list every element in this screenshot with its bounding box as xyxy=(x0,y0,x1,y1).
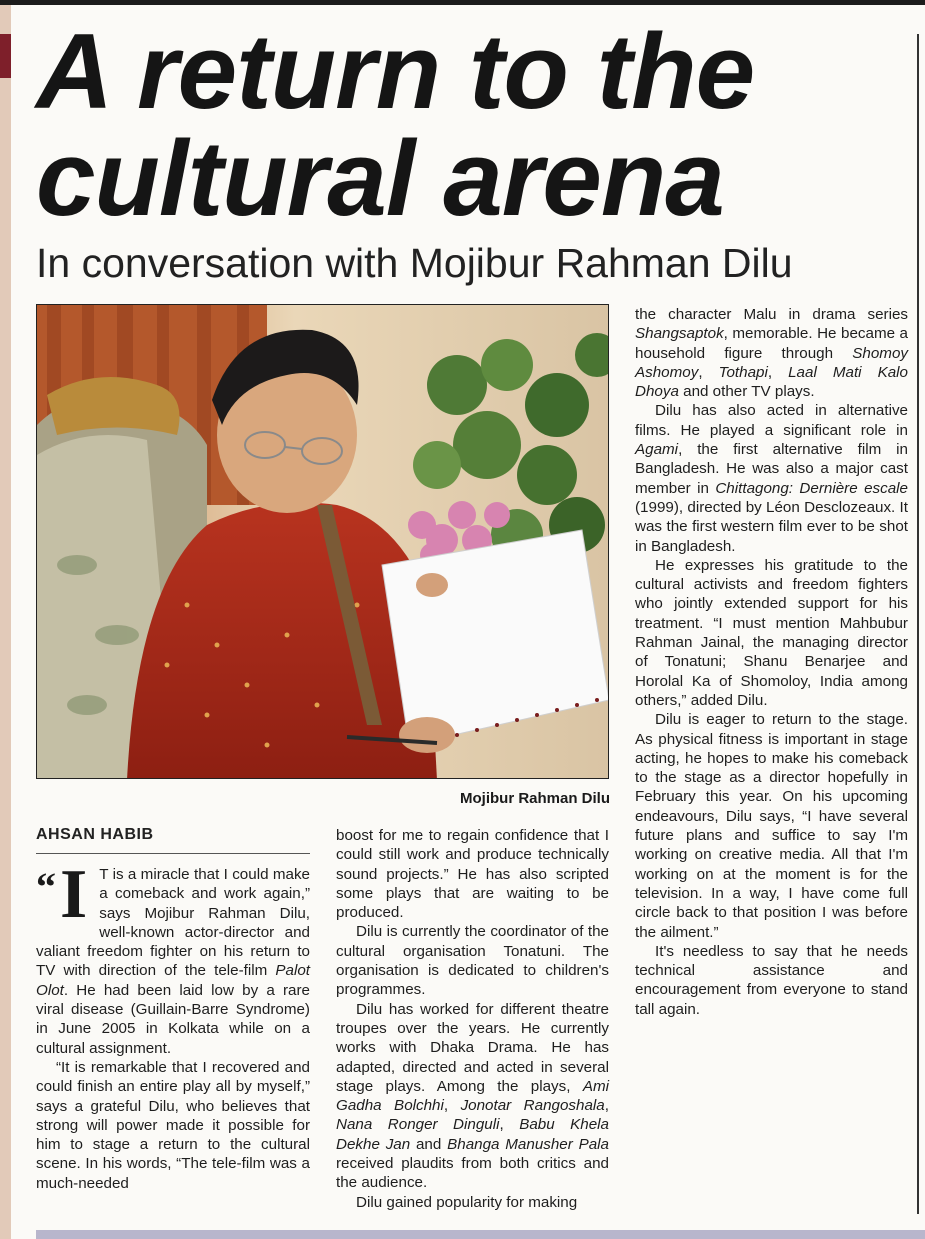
photo-caption: Mojibur Rahman Dilu xyxy=(460,790,610,807)
paragraph: Dilu is currently the coordinator of the cultural organisation Tonatuni. The organisation is dedicated to children's programmes. xyxy=(336,923,609,999)
section-accent-tab xyxy=(0,34,11,78)
headline: A return to the cultural arena xyxy=(36,11,755,238)
column-1 xyxy=(36,856,310,1193)
column-3 xyxy=(635,305,908,1019)
paragraph: Dilu has also acted in alternative films. He played a significant role in Agami, the first alternative film in Bangladesh. He was also a major cast member in Chittagong: Dernière escale (1999), directed by Léon Desclozeaux. It was the first western film ever to be shot in Bangladesh. xyxy=(635,402,908,555)
byline-divider xyxy=(36,853,310,854)
paragraph: Dilu gained popularity for making xyxy=(356,1193,578,1211)
paragraph: He expresses his gratitude to the cultural activists and freedom fighters who jointly extended support for his treatment. “I must mention Mahbubur Rahman Jainal, the managing director of Tonatuni; Shanu Benarjee and Horolal Ka of Shomoloy, India among others,” added Dilu. xyxy=(635,556,908,709)
paragraph: “It is remarkable that I recovered and could finish an entire play all by myself,” says a grateful Dilu, who believes that strong will power made it possible for him to stage a return to the cultural scene. In his words, “The tele-film was a much-needed xyxy=(36,1058,310,1192)
top-border xyxy=(0,0,925,5)
paragraph: It's needless to say that he needs technical assistance and encouragement from everyone to stand tall again. xyxy=(635,942,908,1018)
paragraph: “I T is a miracle that I could make a comeback and work again,” says Mojibur Rahman Dilu, well-known actor-director and valiant freedom fighter on his return to TV with direction of the tele-film Palot Olot. He had been laid low by a rare viral disease (Guillain-Barre Syndrome) in June 2005 in Kolkata while on a cultural assignment. xyxy=(36,856,310,1057)
column-2 xyxy=(336,826,609,1212)
paragraph: Dilu has worked for different theatre troupes over the years. He currently works with Dhaka Drama. He has adapted, directed and acted in several stage plays. Among the plays, Ami Gadha Bolchhi, Jonotar Rangoshala, Nana Ronger Dinguli, Babu Khela Dekhe Jan and Bhanga Manusher Pala received plaudits from both critics and the audience. xyxy=(336,1000,610,1192)
left-margin-strip xyxy=(0,5,11,1239)
article-photo xyxy=(36,304,609,779)
drop-cap: “I xyxy=(36,856,88,933)
paragraph: the character Malu in drama series Shangsaptok, memorable. He became a household figure through Shomoy Ashomoy, Tothapi, Laal Mati Kalo Dhoya and other TV plays. xyxy=(635,306,908,401)
paragraph: Dilu is eager to return to the stage. As physical fitness is important in stage acting, he hopes to make his comeback to the stage as a director hopefully in February this year. On his upcoming endeavours, Dilu says, “I have several future plans and suffice to say I'm working on creative media. All that I'm working on at the moment is for the television. In a way, I have come full circle back to that position I was before the ailment.” xyxy=(635,711,908,941)
subheadline: In conversation with Mojibur Rahman Dilu xyxy=(36,240,793,286)
byline: AHSAN HABIB xyxy=(36,826,154,843)
right-column-rule xyxy=(917,34,919,1214)
portrait-illustration xyxy=(37,305,609,779)
paragraph: boost for me to regain confidence that I could still work and produce technically sound projects.” He has also scripted some plays that are waiting to be produced. xyxy=(336,827,609,922)
bottom-border xyxy=(36,1230,925,1239)
